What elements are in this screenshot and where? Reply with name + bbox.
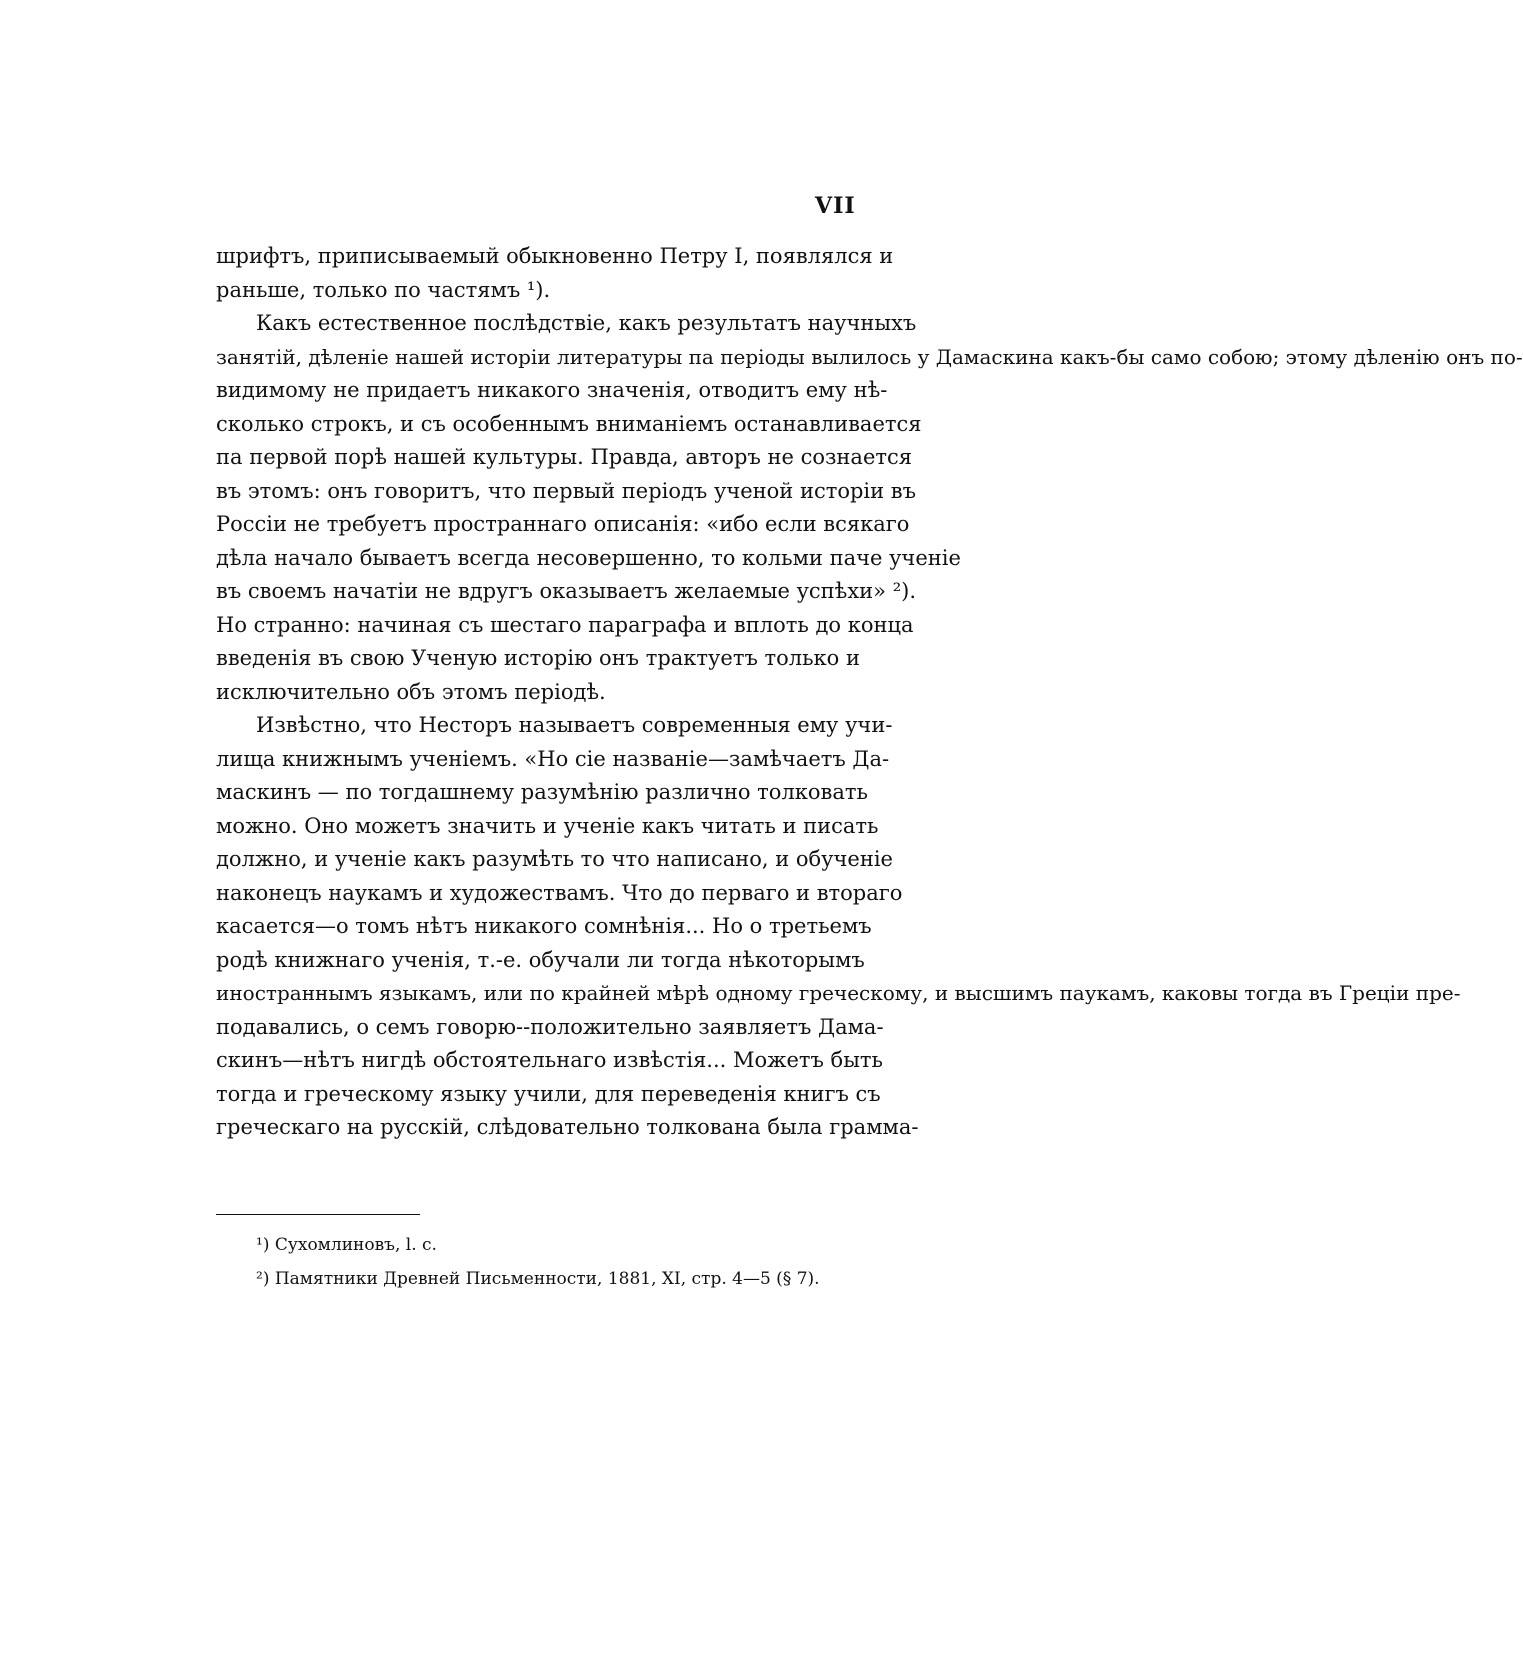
text-line: греческаго на русскій, слѣдовательно толкована была грамма-	[216, 1115, 919, 1139]
text-line: шрифтъ, приписываемый обыкновенно Петру I, появлялся и	[216, 244, 894, 268]
text-line: раньше, только по частямъ ¹).	[216, 277, 551, 302]
text-line: занятій, дѣленіе нашей исторіи литературы па періоды вылилось у Дамаскина какъ-бы само собою; этому дѣленію онъ по-	[216, 344, 1523, 369]
footnote-divider	[216, 1214, 420, 1215]
text-line: въ этомъ: онъ говоритъ, что первый періодъ ученой исторіи въ	[216, 478, 916, 503]
text-line: видимому не придаетъ никакого значенія, отводитъ ему нѣ-	[216, 378, 888, 402]
footnote-2: ²) Памятники Древней Письменности, 1881, XI, стр. 4—5 (§ 7).	[256, 1269, 820, 1289]
text-line: лища книжнымъ ученіемъ. «Но сіе названіе—замѣчаетъ Да-	[216, 746, 890, 771]
text-line: скинъ—нѣтъ нигдѣ обстоятельнаго извѣстія... Можетъ быть	[216, 1048, 883, 1072]
page-number: VII	[815, 193, 856, 219]
paragraph-start-line: Извѣстно, что Несторъ называетъ современныя ему учи-	[256, 713, 893, 737]
footnotes	[256, 1228, 856, 1296]
footnote-1: ¹) Сухомлиновъ, l. c.	[256, 1235, 437, 1255]
paragraph-start-line: Какъ естественное послѣдствіе, какъ результатъ научныхъ	[256, 311, 917, 335]
text-line: маскинъ — по тогдашнему разумѣнію различно толковать	[216, 780, 868, 804]
text-line: тогда и греческому языку учили, для переведенія книгъ съ	[216, 1081, 881, 1106]
text-line: касается—о томъ нѣтъ никакого сомнѣнія... Но о третьемъ	[216, 914, 872, 938]
text-line: иностраннымъ языкамъ, или по крайней мѣрѣ одному греческому, и высшимъ паукамъ, каковы тогда въ Греціи пре-	[216, 981, 1461, 1005]
text-line: родѣ книжнаго ученія, т.-е. обучали ли тогда нѣкоторымъ	[216, 947, 865, 972]
text-line: въ своемъ начатіи не вдругъ оказываетъ желаемые успѣхи» ²).	[216, 579, 916, 603]
text-line: можно. Оно можетъ значить и ученіе какъ читать и писать	[216, 813, 879, 838]
text-line: па первой порѣ нашей культуры. Правда, авторъ не сознается	[216, 445, 913, 469]
text-line: исключительно объ этомъ періодѣ.	[216, 679, 606, 704]
text-line: Но странно: начиная съ шестаго параграфа и вплоть до конца	[216, 612, 914, 637]
text-line: должно, и ученіе какъ разумѣть то что написано, и обученіе	[216, 847, 893, 871]
text-line: дѣла начало бываетъ всегда несовершенно, то кольми паче ученіе	[216, 545, 961, 570]
text-line: подавались, о семъ говорю--положительно заявляетъ Дама-	[216, 1014, 884, 1039]
text-line: введенія въ свою Ученую исторію онъ трактуетъ только и	[216, 646, 860, 670]
text-line: сколько строкъ, и съ особеннымъ вниманіемъ останавливается	[216, 411, 922, 436]
body-text	[216, 240, 1523, 1145]
text-line: наконецъ наукамъ и художествамъ. Что до перваго и втораго	[216, 880, 903, 905]
text-line: Россіи не требуетъ пространнаго описанія: «ибо если всякаго	[216, 512, 910, 536]
